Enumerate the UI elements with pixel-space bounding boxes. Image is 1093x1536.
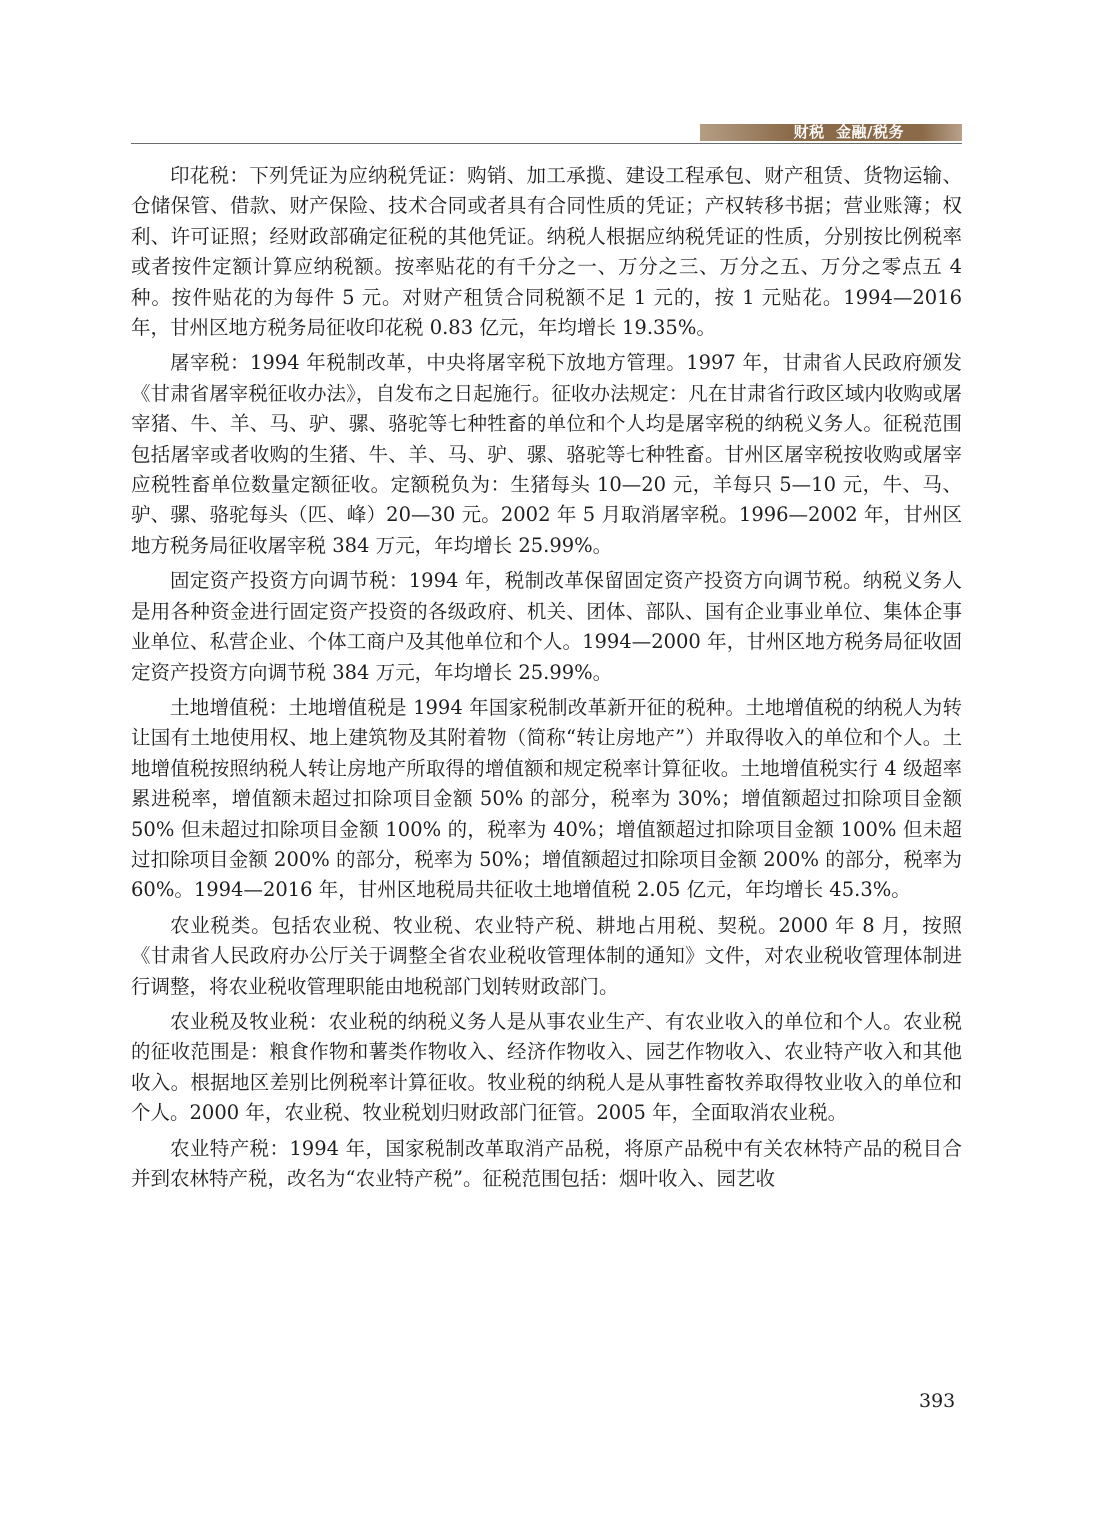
paragraph-land-value-tax: 土地增值税：土地增值税是 1994 年国家税制改革新开征的税种。土地增值税的纳税人为转让国有土地使用权、地上建筑物及其附着物（简称“转让房地产”）并取得收入的单位和个人。土地增值税按照纳税人转让房地产所取得的增值额和规定税率计算征收。土地增值税实行 4 级超率累进税率，增值额未超过扣除项目金额 50% 的部分，税率为 30%；增值额超过扣除项目金额 50% 但未超过扣除项目金额 100% 的，税率为 40%；增值额超过扣除项目金额 100% 但未超过扣除项目金额 200% 的部分，税率为 50%；增值额超过扣除项目金额 200% 的部分，税率为 60%。1994—2016 年，甘州区地税局共征收土地增值税 2.05 亿元，年均增长 45.3%。 — [131, 695, 962, 902]
running-header — [131, 120, 962, 144]
header-rule — [131, 143, 962, 144]
body-text — [131, 161, 962, 1199]
section-title: 财税 金融/税务 — [793, 123, 904, 141]
paragraph-investment-tax: 固定资产投资方向调节税：1994 年，税制改革保留固定资产投资方向调节税。纳税义务人是用各种资金进行固定资产投资的各级政府、机关、团体、部队、国有企业事业单位、集体企事业单位、私营企业、个体工商户及其他单位和个人。1994—2000 年，甘州区地方税务局征收固定资产投资方向调节税 384 万元，年均增长 25.99%。 — [131, 569, 962, 684]
paragraph-slaughter-tax: 屠宰税：1994 年税制改革，中央将屠宰税下放地方管理。1997 年，甘肃省人民政府颁发《甘肃省屠宰税征收办法》，自发布之日起施行。征收办法规定：凡在甘肃省行政区域内收购或屠宰猪、牛、羊、马、驴、骡、骆驼等七种牲畜的单位和个人均是屠宰税的纳税义务人。征税范围包括屠宰或者收购的生猪、牛、羊、马、驴、骡、骆驼等七种牲畜。甘州区屠宰税按收购或屠宰应税牲畜单位数量定额征收。定额税负为：生猪每头 10—20 元，羊每只 5—10 元，牛、马、驴、骡、骆驼每头（匹、峰）20—30 元。2002 年 5 月取消屠宰税。1996—2002 年，甘州区地方税务局征收屠宰税 384 万元，年均增长 25.99%。 — [131, 351, 962, 557]
paragraph-agri-specialty-tax: 农业特产税：1994 年，国家税制改革取消产品税，将原产品税中有关农林特产品的税目合并到农林特产税，改名为“农业特产税”。征税范围包括：烟叶收入、园艺收 — [131, 1136, 962, 1190]
page-number: 393 — [919, 1390, 956, 1412]
paragraph-agri-livestock-tax: 农业税及牧业税：农业税的纳税义务人是从事农业生产、有农业收入的单位和个人。农业税的征收范围是：粮食作物和薯类作物收入、经济作物收入、园艺作物收入、农业特产收入和其他收入。根据地区差别比例税率计算征收。牧业税的纳税人是从事牲畜牧养取得牧业收入的单位和个人。2000 年，农业税、牧业税划归财政部门征管。2005 年，全面取消农业税。 — [131, 1009, 962, 1125]
paragraph-agricultural-taxes: 农业税类。包括农业税、牧业税、农业特产税、耕地占用税、契税。2000 年 8 月，按照《甘肃省人民政府办公厅关于调整全省农业税收管理体制的通知》文件，对农业税收管理体制进行调整，将农业税收管理职能由地税部门划转财政部门。 — [131, 913, 962, 998]
paragraph-stamp-tax: 印花税：下列凭证为应纳税凭证：购销、加工承揽、建设工程承包、财产租赁、货物运输、仓储保管、借款、财产保险、技术合同或者具有合同性质的凭证；产权转移书据；营业账簿；权利、许可证照；经财政部确定征税的其他凭证。纳税人根据应纳税凭证的性质，分别按比例税率或者按件定额计算应纳税额。按率贴花的有千分之一、万分之三、万分之五、万分之零点五 4 种。按件贴花的为每件 5 元。对财产租赁合同税额不足 1 元的，按 1 元贴花。1994—2016 年，甘州区地方税务局征收印花税 0.83 亿元，年均增长 19.35%。 — [131, 164, 962, 340]
